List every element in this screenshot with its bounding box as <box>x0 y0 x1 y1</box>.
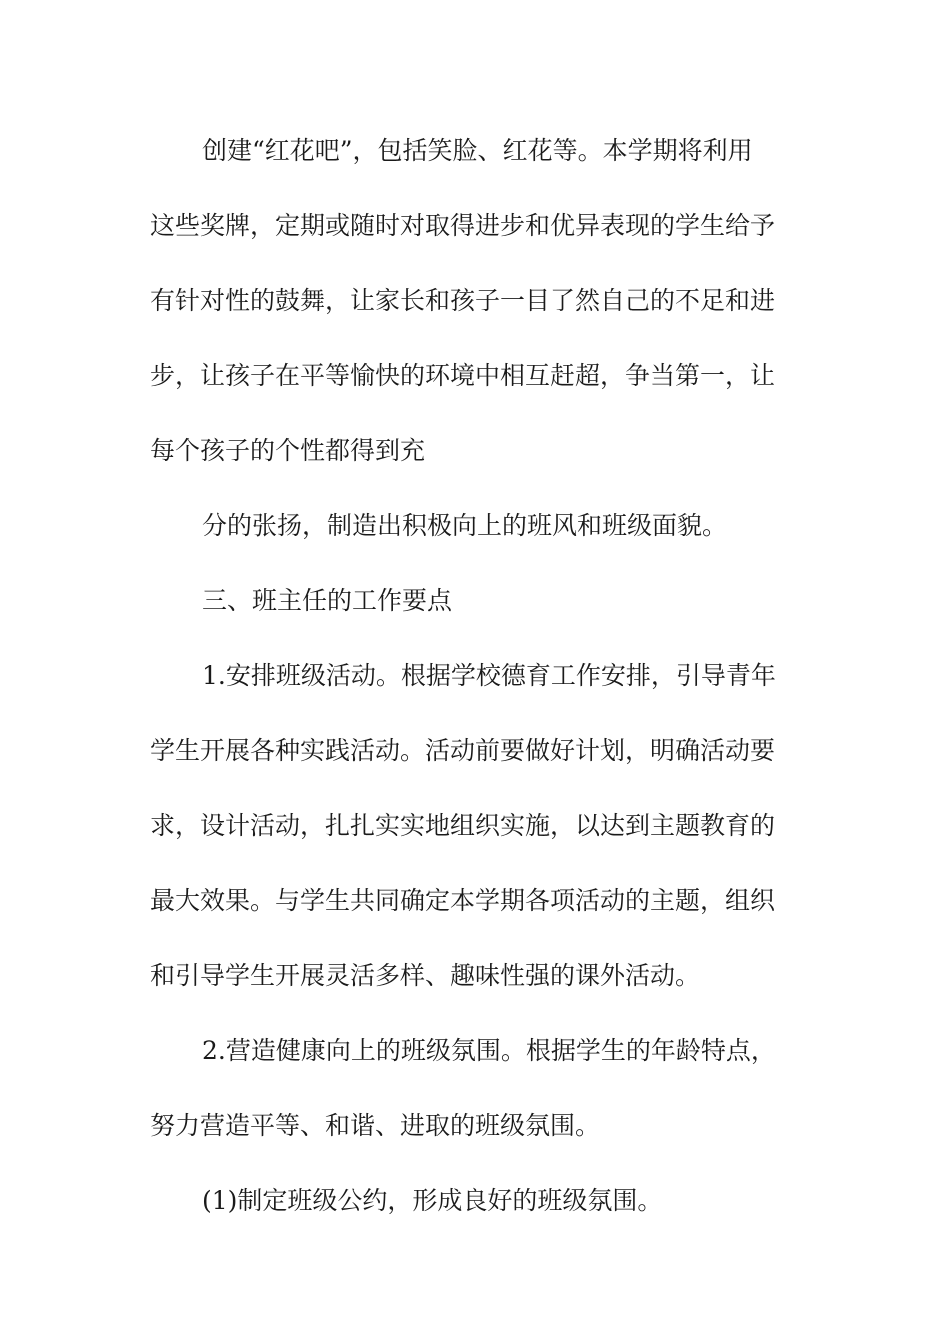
paragraph-line: 学生开展各种实践活动。活动前要做好计划，明确活动要 <box>150 736 776 765</box>
paragraph-line: 和引导学生开展灵活多样、趣味性强的课外活动。 <box>150 961 701 990</box>
paragraph-line: 这些奖牌，定期或随时对取得进步和优异表现的学生给予 <box>150 211 776 240</box>
paragraph-line: 有针对性的鼓舞，让家长和孩子一目了然自己的不足和进 <box>150 286 776 315</box>
paragraph-line: 1.安排班级活动。根据学校德育工作安排，引导青年 <box>202 661 776 690</box>
section-heading: 三、班主任的工作要点 <box>202 586 453 615</box>
paragraph-line: 努力营造平等、和谐、进取的班级氛围。 <box>150 1111 601 1140</box>
paragraph-line: 2.营造健康向上的班级氛围。根据学生的年龄特点， <box>202 1036 776 1065</box>
paragraph-line: (1)制定班级公约，形成良好的班级氛围。 <box>202 1186 663 1215</box>
paragraph-line: 求，设计活动，扎扎实实地组织实施，以达到主题教育的 <box>150 811 776 840</box>
paragraph-line: 每个孩子的个性都得到充 <box>150 436 426 465</box>
paragraph-line: 最大效果。与学生共同确定本学期各项活动的主题，组织 <box>150 886 776 915</box>
paragraph-line: 创建“红花吧”，包括笑脸、红花等。本学期将利用 <box>202 136 753 165</box>
paragraph-line: 步，让孩子在平等愉快的环境中相互赶超，争当第一，让 <box>150 361 776 390</box>
paragraph-line: 分的张扬，制造出积极向上的班风和班级面貌。 <box>202 511 728 540</box>
